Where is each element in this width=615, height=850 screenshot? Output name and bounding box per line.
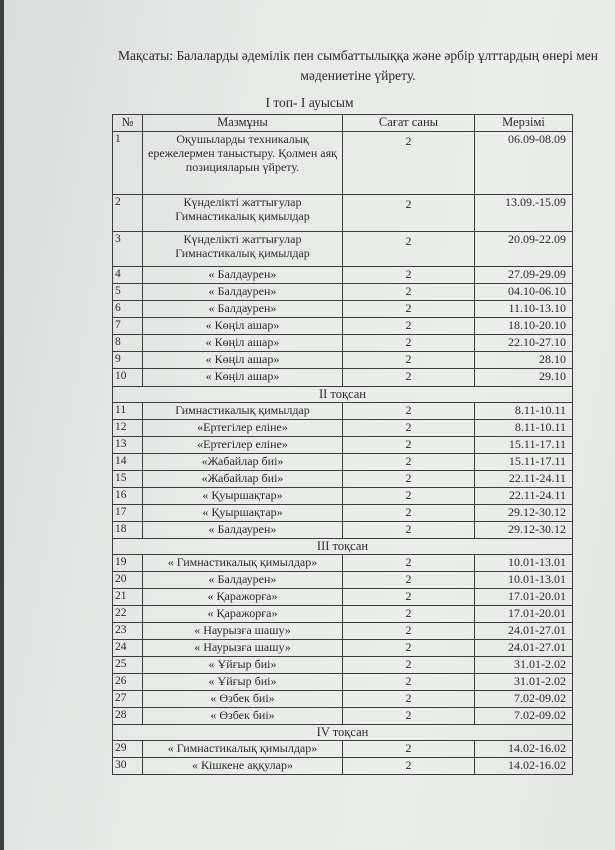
row-content: « Балдаурен»: [143, 267, 343, 284]
row-content: Күнделікті жаттығулар Гимнастикалық қимылдар: [143, 195, 343, 232]
row-content: Оқушыларды техникалық ережелермен таныстыру. Қолмен аяқ позицияларын үйрету.: [143, 132, 343, 195]
table-row: [113, 657, 573, 674]
row-hours: 2: [343, 471, 475, 488]
row-hours: 2: [343, 195, 475, 232]
row-hours: 2: [343, 352, 475, 369]
row-number: 21: [113, 589, 143, 606]
column-header-dates: Мерзімі: [475, 115, 573, 132]
row-number: 7: [113, 318, 143, 335]
row-dates: 7.02-09.02: [475, 708, 573, 725]
row-dates: 15.11-17.11: [475, 437, 573, 454]
row-content: Гимнастикалық қимылдар: [143, 403, 343, 420]
row-number: 27: [113, 691, 143, 708]
table-body: [113, 132, 573, 775]
row-content: «Ертегілер еліне»: [143, 437, 343, 454]
row-hours: 2: [343, 437, 475, 454]
row-content: « Өзбек биі»: [143, 691, 343, 708]
row-dates: 13.09.-15.09: [475, 195, 573, 232]
row-content: « Өзбек биі»: [143, 708, 343, 725]
row-hours: 2: [343, 403, 475, 420]
row-hours: 2: [343, 267, 475, 284]
table-row: [113, 572, 573, 589]
row-content: « Көңіл ашар»: [143, 318, 343, 335]
row-number: 22: [113, 606, 143, 623]
row-number: 15: [113, 471, 143, 488]
row-dates: 29.12-30.12: [475, 505, 573, 522]
row-number: 18: [113, 522, 143, 539]
row-dates: 22.11-24.11: [475, 471, 573, 488]
row-hours: 2: [343, 691, 475, 708]
section-header-row: [113, 387, 573, 403]
row-content: « Көңіл ашар»: [143, 352, 343, 369]
row-number: 5: [113, 284, 143, 301]
table-header-row: [113, 115, 573, 132]
row-hours: 2: [343, 572, 475, 589]
row-number: 1: [113, 132, 143, 195]
row-hours: 2: [343, 758, 475, 775]
row-dates: 17.01-20.01: [475, 606, 573, 623]
column-header-hours: Сағат саны: [343, 115, 475, 132]
table-row: [113, 437, 573, 454]
row-number: 17: [113, 505, 143, 522]
row-number: 14: [113, 454, 143, 471]
row-number: 3: [113, 232, 143, 267]
row-number: 25: [113, 657, 143, 674]
table-row: [113, 471, 573, 488]
row-dates: 31.01-2.02: [475, 657, 573, 674]
row-dates: 10.01-13.01: [475, 572, 573, 589]
section-title: ІІІ тоқсан: [113, 539, 573, 555]
row-hours: 2: [343, 657, 475, 674]
column-header-content: Мазмұны: [143, 115, 343, 132]
row-dates: 29.10: [475, 369, 573, 387]
row-hours: 2: [343, 708, 475, 725]
table-row: [113, 708, 573, 725]
row-dates: 31.01-2.02: [475, 674, 573, 691]
table-row: [113, 403, 573, 420]
row-number: 13: [113, 437, 143, 454]
row-hours: 2: [343, 301, 475, 318]
row-number: 12: [113, 420, 143, 437]
row-dates: 11.10-13.10: [475, 301, 573, 318]
row-hours: 2: [343, 132, 475, 195]
table-row: [113, 301, 573, 318]
row-number: 19: [113, 555, 143, 572]
row-hours: 2: [343, 232, 475, 267]
row-hours: 2: [343, 335, 475, 352]
row-number: 29: [113, 741, 143, 758]
row-number: 2: [113, 195, 143, 232]
row-content: « Балдаурен»: [143, 572, 343, 589]
row-dates: 15.11-17.11: [475, 454, 573, 471]
row-content: «Жабайлар биі»: [143, 454, 343, 471]
table-row: [113, 606, 573, 623]
row-hours: 2: [343, 284, 475, 301]
row-hours: 2: [343, 640, 475, 657]
table-row: [113, 505, 573, 522]
table-row: [113, 640, 573, 657]
table-row: [113, 454, 573, 471]
table-row: [113, 522, 573, 539]
table-row: [113, 674, 573, 691]
row-hours: 2: [343, 454, 475, 471]
row-number: 6: [113, 301, 143, 318]
table-row: [113, 488, 573, 505]
table-row: [113, 369, 573, 387]
row-dates: 17.01-20.01: [475, 589, 573, 606]
table-row: [113, 555, 573, 572]
row-hours: 2: [343, 318, 475, 335]
row-hours: 2: [343, 369, 475, 387]
table-row: [113, 318, 573, 335]
goal-text: Мақсаты: Балаларды әдемілік пен сымбаттылыққа және әрбір ұлттардың өнері мен мәдениетіне үйрету.: [118, 48, 598, 83]
row-content: « Қуыршақтар»: [143, 488, 343, 505]
row-hours: 2: [343, 420, 475, 437]
table-row: [113, 420, 573, 437]
row-dates: 24.01-27.01: [475, 640, 573, 657]
table-row: [113, 195, 573, 232]
row-dates: 14.02-16.02: [475, 741, 573, 758]
row-dates: 28.10: [475, 352, 573, 369]
table-row: [113, 691, 573, 708]
row-hours: 2: [343, 606, 475, 623]
row-dates: 22.11-24.11: [475, 488, 573, 505]
row-content: « Наурызға шашу»: [143, 623, 343, 640]
row-number: 4: [113, 267, 143, 284]
row-content: Күнделікті жаттығулар Гимнастикалық қимылдар: [143, 232, 343, 267]
row-hours: 2: [343, 623, 475, 640]
row-dates: 29.12-30.12: [475, 522, 573, 539]
row-number: 8: [113, 335, 143, 352]
row-content: «Жабайлар биі»: [143, 471, 343, 488]
row-content: « Гимнастикалық қимылдар»: [143, 555, 343, 572]
row-dates: 20.09-22.09: [475, 232, 573, 267]
section-title: ІV тоқсан: [113, 725, 573, 741]
row-content: « Қаражорға»: [143, 606, 343, 623]
row-dates: 04.10-06.10: [475, 284, 573, 301]
row-number: 28: [113, 708, 143, 725]
table-row: [113, 232, 573, 267]
row-number: 24: [113, 640, 143, 657]
row-content: « Кішкене аққулар»: [143, 758, 343, 775]
row-hours: 2: [343, 589, 475, 606]
section-header-row: [113, 539, 573, 555]
row-dates: 10.01-13.01: [475, 555, 573, 572]
row-dates: 8.11-10.11: [475, 403, 573, 420]
row-dates: 24.01-27.01: [475, 623, 573, 640]
row-number: 26: [113, 674, 143, 691]
row-content: « Балдаурен»: [143, 522, 343, 539]
row-dates: 27.09-29.09: [475, 267, 573, 284]
row-hours: 2: [343, 488, 475, 505]
table-row: [113, 623, 573, 640]
row-content: « Балдаурен»: [143, 284, 343, 301]
row-content: « Көңіл ашар»: [143, 335, 343, 352]
row-dates: 22.10-27.10: [475, 335, 573, 352]
row-number: 16: [113, 488, 143, 505]
table-row: [113, 589, 573, 606]
row-number: 9: [113, 352, 143, 369]
document-page: [4, 0, 615, 850]
row-content: « Ұйғыр биі»: [143, 657, 343, 674]
row-number: 23: [113, 623, 143, 640]
section-header-row: [113, 725, 573, 741]
row-hours: 2: [343, 741, 475, 758]
row-number: 11: [113, 403, 143, 420]
row-number: 10: [113, 369, 143, 387]
row-hours: 2: [343, 674, 475, 691]
row-dates: 18.10-20.10: [475, 318, 573, 335]
row-dates: 8.11-10.11: [475, 420, 573, 437]
table-row: [113, 132, 573, 195]
row-hours: 2: [343, 522, 475, 539]
table-row: [113, 284, 573, 301]
row-content: « Қаражорға»: [143, 589, 343, 606]
table-row: [113, 267, 573, 284]
row-dates: 14.02-16.02: [475, 758, 573, 775]
row-content: « Гимнастикалық қимылдар»: [143, 741, 343, 758]
row-content: «Ертегілер еліне»: [143, 420, 343, 437]
table-row: [113, 352, 573, 369]
row-content: « Ұйғыр биі»: [143, 674, 343, 691]
group-subtitle: І топ- І ауысым: [265, 95, 354, 110]
table-row: [113, 741, 573, 758]
row-hours: 2: [343, 505, 475, 522]
row-content: « Қуыршақтар»: [143, 505, 343, 522]
row-content: « Наурызға шашу»: [143, 640, 343, 657]
row-number: 20: [113, 572, 143, 589]
table-row: [113, 335, 573, 352]
section-title: ІІ тоқсан: [113, 387, 573, 403]
row-dates: 7.02-09.02: [475, 691, 573, 708]
row-number: 30: [113, 758, 143, 775]
row-dates: 06.09-08.09: [475, 132, 573, 195]
column-header-number: №: [113, 115, 143, 132]
schedule-table: [112, 114, 573, 775]
row-hours: 2: [343, 555, 475, 572]
row-content: « Көңіл ашар»: [143, 369, 343, 387]
table-row: [113, 758, 573, 775]
row-content: « Балдаурен»: [143, 301, 343, 318]
